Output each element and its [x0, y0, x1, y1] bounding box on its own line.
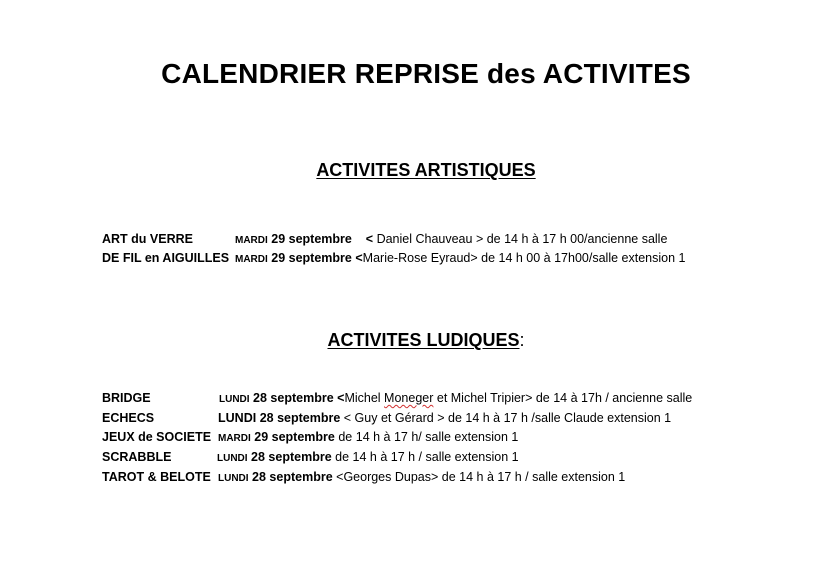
section-heading-ludic-colon: : — [519, 330, 525, 350]
activity-date: 28 septembre — [259, 411, 341, 425]
activity-contact: de 14 h à 17 h/ salle extension 1 — [338, 430, 519, 444]
activity-row-tarot-belote — [102, 470, 625, 484]
activity-date: 28 septembre — [252, 470, 333, 484]
activity-name: JEUX de SOCIETE — [102, 430, 212, 444]
activity-row-bridge — [102, 391, 692, 405]
activity-row-echecs — [102, 411, 671, 425]
contact-open-bracket: < — [365, 232, 374, 246]
activity-row-de-fil-en-aiguilles — [102, 251, 685, 265]
activity-date: 29 septembre — [271, 232, 352, 246]
activity-date: 28 septembre — [251, 450, 332, 464]
activity-day: MARDI — [235, 254, 268, 265]
activity-day: LUNDI — [218, 473, 249, 484]
section-heading-ludic — [0, 330, 832, 351]
activity-row-jeux-de-societe — [102, 430, 518, 444]
activity-date: 28 septembre — [253, 391, 334, 405]
contact-open-bracket: < — [355, 251, 363, 265]
activity-name: SCRABBLE — [102, 450, 172, 464]
activity-contact: <Georges Dupas> de 14 h à 17 h / salle extension 1 — [336, 470, 626, 484]
activity-name: BRIDGE — [102, 391, 151, 405]
section-heading-artistic — [0, 160, 832, 181]
activity-name: TAROT & BELOTE — [102, 470, 211, 484]
activity-contact: Daniel Chauveau > de 14 h à 17 h 00/ancienne salle — [373, 232, 668, 246]
activity-name: DE FIL en AIGUILLES — [102, 251, 230, 265]
activity-row-scrabble — [102, 450, 519, 464]
contact-open-bracket: < — [337, 391, 345, 405]
activity-contact: Marie-Rose Eyraud> de 14 h 00 à 17h00/salle extension 1 — [362, 251, 686, 265]
activity-name: ART du VERRE — [102, 232, 193, 246]
activity-contact: de 14 h à 17 h / salle extension 1 — [335, 450, 519, 464]
activity-date: 29 septembre — [271, 251, 352, 265]
activity-day: LUNDI — [218, 411, 257, 425]
activity-row-art-du-verre — [102, 232, 667, 246]
page-title: CALENDRIER REPRISE des ACTIVITES — [161, 58, 691, 89]
activity-contact-part-a: Michel — [344, 391, 385, 405]
activity-day: LUNDI — [219, 394, 250, 405]
activity-contact-part-b: et Michel Tripier> de 14 à 17h / ancienne salle — [433, 391, 693, 405]
activity-day: MARDI — [218, 433, 251, 444]
activity-contact: < Guy et Gérard > de 14 h à 17 h /salle Claude extension 1 — [343, 411, 672, 425]
spellcheck-flagged-word: Moneger — [384, 391, 434, 405]
activity-day: LUNDI — [217, 453, 248, 464]
activity-name: ECHECS — [102, 411, 155, 425]
section-heading-ludic-text: ACTIVITES LUDIQUES — [327, 330, 520, 350]
activity-day: MARDI — [235, 235, 268, 246]
activity-date: 29 septembre — [254, 430, 335, 444]
section-heading-artistic-text: ACTIVITES ARTISTIQUES — [316, 160, 536, 180]
